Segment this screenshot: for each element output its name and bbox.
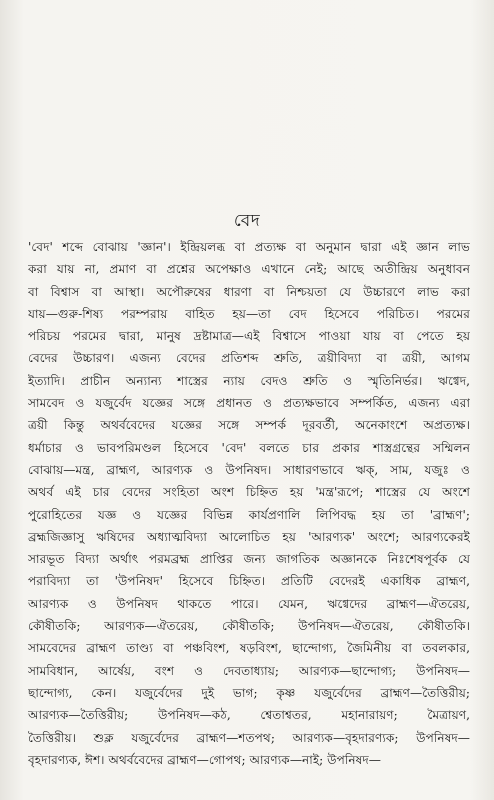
text-line: বেদের উচ্চারণ। এজন্য বেদের প্রতিশব্দ শ্রুতি, ত্রয়ীবিদ্যা বা ত্রয়ী, আগম: [28, 351, 470, 366]
text-line: ব্রহ্মজিজ্ঞাসু ঋষিদের অধ্যাত্মবিদ্যা আলোচিত হয় 'আরণ্যক' অংশে; আরণ্যকেরই: [28, 529, 470, 544]
text-line: সামবিধান, আর্ষেয়, বংশ ও দেবতাধ্যায়; আরণ্যক—ছান্দোগ্য; উপনিষদ—: [28, 663, 470, 678]
text-line: ধর্মাচার ও ভাবপরিমণ্ডল হিসেবে 'বেদ' বলতে চার প্রকার শাস্ত্রগ্রন্থের সম্মিলন: [28, 440, 470, 455]
text-line: করা যায় না, প্রমাণ বা প্রশ্নের অপেক্ষাও এখানে নেই; আছে অতীন্দ্রিয় অনুধাবন: [28, 262, 470, 277]
section-title: বেদ: [233, 211, 261, 231]
text-line: অথর্ব এই চার বেদের সংহিতা অংশ চিহ্নিত হয় 'মন্ত্র'রূপে; শাস্ত্রের যে অংশে: [28, 485, 470, 500]
text-line: পরাবিদ্যা তা 'উপনিষদ' হিসেবে চিহ্নিত। প্রতিটি বেদেরই একাধিক ব্রাহ্মণ,: [28, 574, 470, 589]
text-line: কৌষীতকি; আরণ্যক—ঐতরেয়, কৌষীতকি; উপনিষদ—ঐতরেয়, কৌষীতকি।: [28, 619, 470, 634]
text-line: ত্রয়ী কিন্তু অথর্ববেদের যজ্ঞের সঙ্গে সম্পর্ক দূরবর্তী, অনেকাংশে অপ্রত্যক্ষ।: [28, 418, 470, 433]
text-line: আরণ্যক ও উপনিষদ থাকতে পারে। যেমন, ঋগ্বেদের ব্রাহ্মণ—ঐতরেয়,: [28, 596, 470, 611]
text-line: পুরোহিতের যজ্ঞ ও যজ্ঞের বিভিন্ন কার্যপ্রণালি লিপিবদ্ধ হয় তা 'ব্রাহ্মণ';: [28, 507, 470, 522]
text-line: বা বিশ্বাস বা আস্থা। অপৌরুষের ধারণা বা নিশ্চয়তা যে উচ্চারণে লাভ করা: [28, 284, 470, 299]
text-line: বোঝায়—মন্ত্র, ব্রাহ্মণ, আরণ্যক ও উপনিষদ। সাধারণভাবে ঋক্‌, সাম, যজুঃ ও: [28, 462, 470, 477]
text-line: যায়—গুরু-শিষ্য পরম্পরায় বাহিত হয়—তা বেদ হিসেবে পরিচিত। পরমের: [28, 306, 470, 321]
text-line: ছান্দোগ্য, কেন। যজুর্বেদের দুই ভাগ; কৃষ্ণ যজুর্বেদের ব্রাহ্মণ—তৈত্তিরীয়;: [28, 685, 470, 700]
text-line: ইত্যাদি। প্রাচীন অন্যান্য শাস্ত্রের ন্যায় বেদও শ্রুতি ও স্মৃতিনির্ভর। ঋগ্বেদ,: [28, 373, 470, 388]
text-line: আরণ্যক—তৈত্তিরীয়; উপনিষদ—কঠ, শ্বেতাশ্বতর, মহানারায়ণ; মৈত্রায়ণ,: [28, 708, 470, 723]
text-line: বৃহদারণ্যক, ঈশ। অথর্ববেদের ব্রাহ্মণ—গোপথ; আরণ্যক—নাই; উপনিষদ—: [28, 752, 381, 767]
text-line: সামবেদ ও যজুর্বেদ যজ্ঞের সঙ্গে প্রধানত ও প্রত্যক্ষভাবে সম্পর্কিত, এজন্য এরা: [28, 396, 470, 411]
text-line: 'বেদ' শব্দে বোঝায় 'জ্ঞান'। ইন্দ্রিয়লব্ধ বা প্রত্যক্ষ বা অনুমান দ্বারা এই জ্ঞান লাভ: [28, 240, 470, 254]
text-line: সামবেদের ব্রাহ্মণ তাণ্ড্য বা পঞ্চবিংশ, ষড়বিংশ, ছান্দোগ্য, জৈমিনীয় বা তবলকার,: [28, 641, 470, 656]
text-line: তৈত্তিরীয়। শুক্ল যজুর্বেদের ব্রাহ্মণ—শতপথ; আরণ্যক—বৃহদারণ্যক; উপনিষদ—: [28, 730, 470, 745]
body-paragraph: [28, 236, 470, 771]
text-line: পরিচয় পরমের দ্বারা, মানুষ দ্রষ্টামাত্র—এই বিশ্বাসে পাওয়া যায় বা পেতে হয়: [28, 329, 470, 344]
text-line: সারভূত বিদ্যা অর্থাৎ পরমব্রহ্ম প্রাপ্তির জন্য জাগতিক অজ্ঞানকে নিঃশেষপূর্বক যে: [28, 552, 470, 567]
